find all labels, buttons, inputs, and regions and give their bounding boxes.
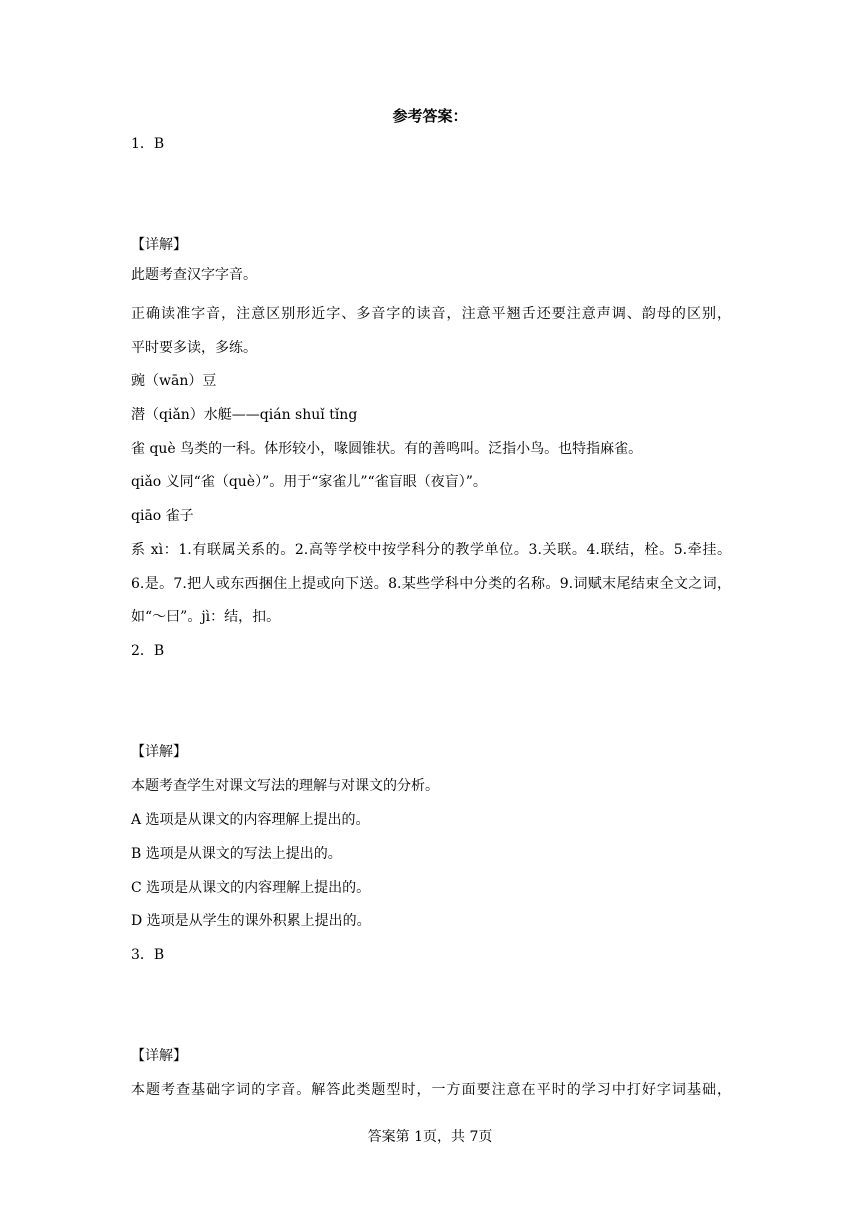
page-footer: 答案第 1页，共 7页 (367, 1129, 493, 1145)
detail-line: 系 xì：1.有联属关系的。2.高等学校中按学科分的教学单位。3.关联。4.联结，栓。5.牵挂。 (131, 542, 731, 558)
detail-line: 如“～曰”。jì：结，扣。 (131, 609, 281, 625)
detail-line: qiāo 雀子 (131, 508, 194, 524)
answer-2: 2．B (131, 643, 165, 659)
answer-1: 1．B (131, 136, 165, 152)
detail-line: 雀 què 鸟类的一科。体形较小，喙圆锥状。有的善鸣叫。泛指小鸟。也特指麻雀。 (131, 441, 643, 457)
detail-line: D 选项是从学生的课外积累上提出的。 (131, 913, 371, 929)
answer-3: 3．B (131, 947, 165, 963)
detail-line: A 选项是从课文的内容理解上提出的。 (131, 812, 370, 828)
detail-line: 潜（qiǎn）水艇——qián shuǐ tǐng (131, 407, 358, 423)
detail-line: qiǎo 义同“雀（què）”。用于“家雀儿”“雀盲眼（夜盲）”。 (131, 474, 487, 490)
detail-line: 6.是。7.把人或东西捆住上提或向下送。8.某些学科中分类的名称。9.词赋末尾结束全文之词， (131, 576, 731, 592)
detail-line: B 选项是从课文的写法上提出的。 (131, 846, 342, 862)
detail-line: 豌（wān）豆 (131, 373, 217, 389)
page-title: 参考答案： (392, 107, 468, 125)
detail-line: 此题考查汉字字音。 (131, 267, 257, 283)
detail-heading-1: 【详解】 (131, 237, 187, 253)
detail-heading-2: 【详解】 (131, 744, 187, 760)
detail-line: 平时要多读，多练。 (131, 340, 257, 356)
detail-heading-3: 【详解】 (131, 1048, 187, 1064)
detail-line: C 选项是从课文的内容理解上提出的。 (131, 880, 371, 896)
detail-line: 本题考查学生对课文写法的理解与对课文的分析。 (131, 778, 439, 794)
detail-line: 本题考查基础字词的字音。解答此类题型时，一方面要注意在平时的学习中打好字词基础， (131, 1082, 731, 1098)
detail-line: 正确读准字音，注意区别形近字、多音字的读音，注意平翘舌还要注意声调、韵母的区别， (131, 306, 731, 322)
